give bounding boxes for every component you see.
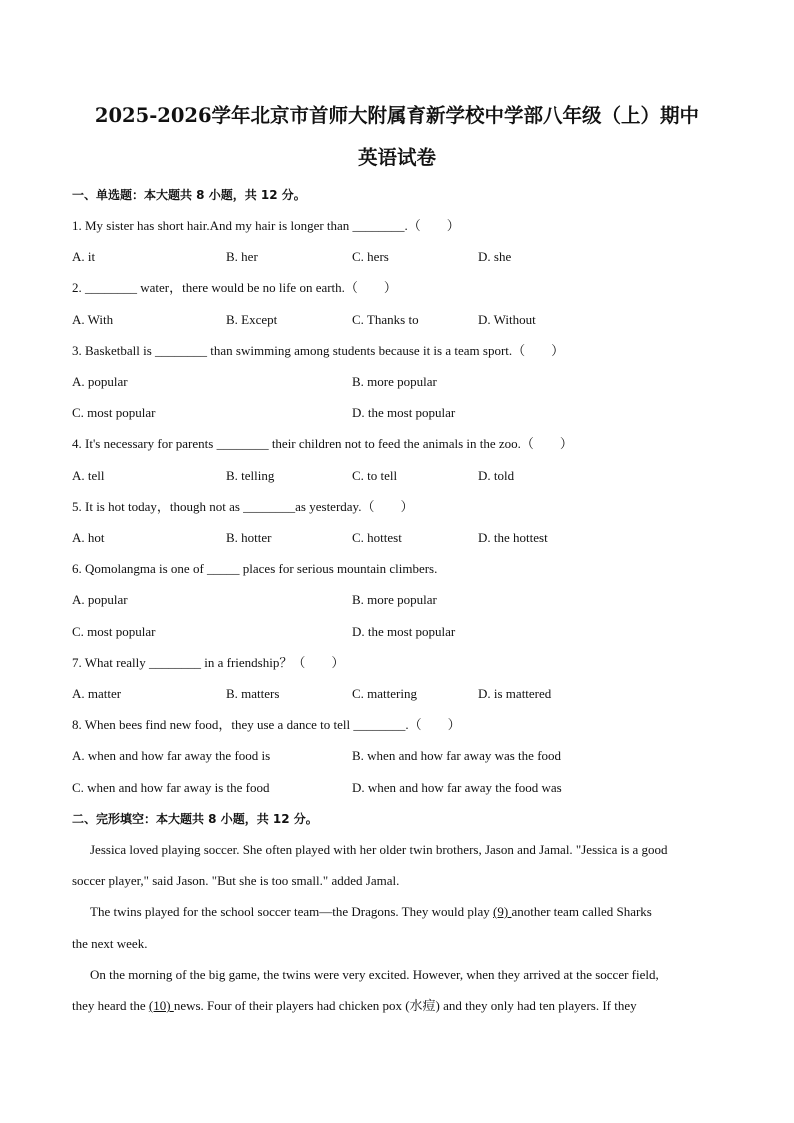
question-7-option-a: A. matter bbox=[72, 686, 122, 701]
section2-heading: 二、完形填空：本大题共 8 小题，共 12 分。 bbox=[72, 812, 318, 826]
question-1-option-d: D. she bbox=[478, 249, 512, 264]
question-6-stem: 6. Qomolangma is one of _____ places for serious mountain climbers. bbox=[72, 561, 438, 576]
passage-paragraph-2-line-1 bbox=[90, 903, 736, 921]
question-7-option-b: B. matters bbox=[226, 686, 280, 701]
question-4-option-a: A. tell bbox=[72, 468, 105, 483]
blank-10: (10) bbox=[148, 998, 174, 1013]
passage-paragraph-1-line-2: soccer player," said Jason. "But she is too small." added Jamal. bbox=[72, 873, 400, 888]
question-7-option-c: C. mattering bbox=[352, 686, 417, 701]
question-4-stem: 4. It's necessary for parents ________ their children not to feed the animals in the zoo.（ ） bbox=[72, 436, 573, 451]
question-3-option-c: C. most popular bbox=[72, 405, 156, 420]
blank-9: (9) bbox=[493, 904, 512, 919]
question-3-option-d: D. the most popular bbox=[352, 405, 456, 420]
question-1-stem: 1. My sister has short hair.And my hair is longer than ________.（ ） bbox=[72, 218, 460, 233]
question-8-option-d: D. when and how far away the food was bbox=[352, 780, 562, 795]
passage-text: they heard the bbox=[72, 998, 149, 1013]
question-5-option-b: B. hotter bbox=[226, 530, 272, 545]
question-2-option-c: C. Thanks to bbox=[352, 312, 419, 327]
exam-title-line1: 2025-2026学年北京市首师大附属育新学校中学部八年级（上）期中 bbox=[94, 104, 700, 127]
question-7-stem: 7. What really ________ in a friendship？（ ） bbox=[72, 655, 345, 670]
question-3-option-b: B. more popular bbox=[352, 374, 437, 389]
question-8-option-b: B. when and how far away was the food bbox=[352, 748, 562, 763]
question-2-option-d: D. Without bbox=[478, 312, 536, 327]
question-5-option-d: D. the hottest bbox=[478, 530, 548, 545]
question-1-option-b: B. her bbox=[226, 249, 258, 264]
question-4-option-b: B. telling bbox=[226, 468, 275, 483]
question-8-option-a: A. when and how far away the food is bbox=[72, 748, 271, 763]
question-8-option-c: C. when and how far away is the food bbox=[72, 780, 270, 795]
question-6-option-c: C. most popular bbox=[72, 624, 156, 639]
passage-text: news. Four of their players had chicken pox (水痘) and they only had ten players. If they bbox=[173, 998, 637, 1013]
question-6-option-a: A. popular bbox=[72, 592, 128, 607]
question-2-option-a: A. With bbox=[72, 312, 114, 327]
passage-paragraph-3-line-2 bbox=[72, 997, 718, 1015]
passage-paragraph-1-line-1: Jessica loved playing soccer. She often played with her older twin brothers, Jason and Jamal. "Jessica is a good bbox=[90, 842, 668, 857]
question-1-option-a: A. it bbox=[72, 249, 96, 264]
question-2-option-b: B. Except bbox=[226, 312, 278, 327]
question-6-option-b: B. more popular bbox=[352, 592, 437, 607]
question-6-option-d: D. the most popular bbox=[352, 624, 456, 639]
section1-heading: 一、单选题：本大题共 8 小题，共 12 分。 bbox=[72, 188, 306, 202]
question-7-option-d: D. is mattered bbox=[478, 686, 552, 701]
question-3-stem: 3. Basketball is ________ than swimming among students because it is a team sport.（ ） bbox=[72, 343, 565, 358]
question-4-option-d: D. told bbox=[478, 468, 515, 483]
question-3-option-a: A. popular bbox=[72, 374, 128, 389]
passage-paragraph-3-line-1: On the morning of the big game, the twins were very excited. However, when they arrived at the soccer field, bbox=[90, 967, 659, 982]
question-5-stem: 5. It is hot today，though not as ________as yesterday.（ ） bbox=[72, 499, 414, 514]
passage-text: another team called Sharks bbox=[511, 904, 652, 919]
question-1-option-c: C. hers bbox=[352, 249, 389, 264]
passage-paragraph-2-line-2: the next week. bbox=[72, 936, 148, 951]
question-8-stem: 8. When bees find new food，they use a dance to tell ________.（ ） bbox=[72, 717, 461, 732]
question-4-option-c: C. to tell bbox=[352, 468, 398, 483]
question-5-option-c: C. hottest bbox=[352, 530, 402, 545]
question-5-option-a: A. hot bbox=[72, 530, 105, 545]
passage-text: The twins played for the school soccer team—the Dragons. They would play bbox=[90, 904, 494, 919]
exam-title-line2: 英语试卷 bbox=[357, 146, 436, 169]
question-2-stem: 2. ________ water，there would be no life on earth.（ ） bbox=[72, 280, 397, 295]
